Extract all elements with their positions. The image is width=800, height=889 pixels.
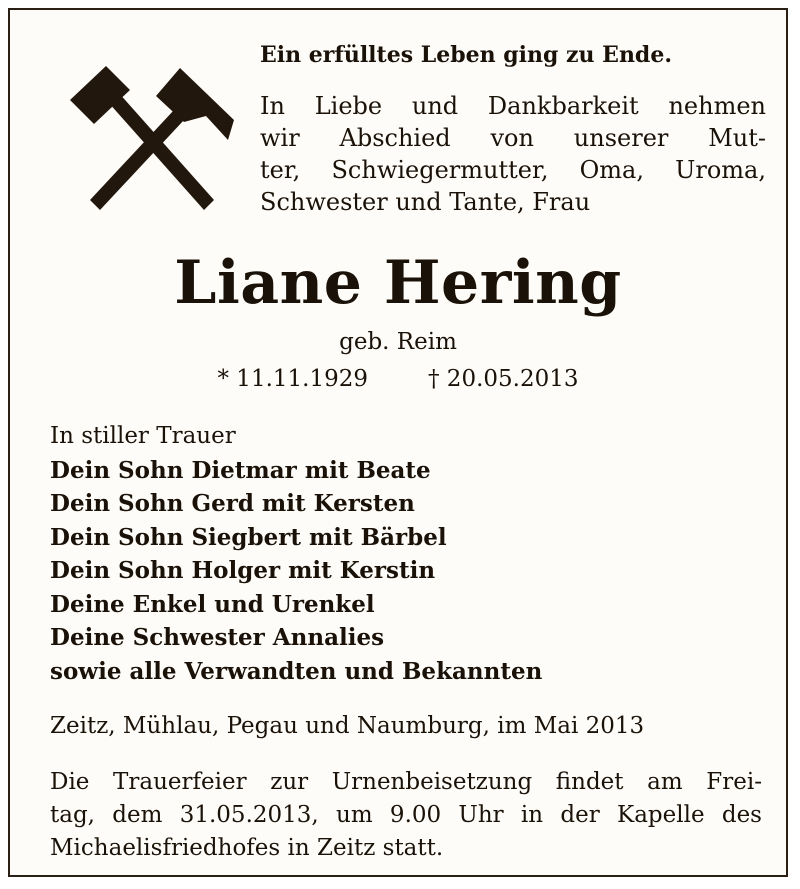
mourner-line: Dein Sohn Gerd mit Kersten	[50, 490, 415, 517]
ceremony-info	[50, 766, 762, 865]
mourning-lead: In stiller Trauer	[50, 423, 236, 449]
mourner-line: sowie alle Verwandten und Bekannten	[50, 657, 543, 685]
intro-block	[260, 40, 766, 218]
mourners-list	[50, 420, 750, 688]
mourner-line: Deine Enkel und Urenkel	[50, 590, 375, 618]
mourner-line: Dein Sohn Dietmar mit Beate	[50, 456, 431, 484]
mourner-line: Deine Schwester Annalies	[50, 624, 385, 651]
death-date: † 20.05.2013	[428, 366, 579, 392]
ceremony-line: tag, dem 31.05.2013, um 9.00 Uhr in der Kapelle des	[50, 802, 762, 828]
intro-text	[260, 90, 766, 218]
hammer-and-pick-icon	[56, 58, 246, 218]
birth-date: * 11.11.1929	[217, 366, 368, 392]
intro-line: ter, Schwiegermutter, Oma, Uroma,	[260, 156, 766, 184]
intro-line: In Liebe und Dankbarkeit nehmen	[260, 92, 766, 120]
ceremony-line: Michaelisfriedhofes in Zeitz statt.	[50, 835, 444, 861]
place-and-date: Zeitz, Mühlau, Pegau und Naumburg, im Mai 2013	[50, 713, 645, 739]
life-dates	[10, 365, 786, 393]
mourner-line: Dein Sohn Siegbert mit Bärbel	[50, 523, 447, 551]
ceremony-line: Die Trauerfeier zur Urnenbeisetzung findet am Frei-	[50, 769, 762, 795]
intro-line: Schwester und Tante, Frau	[260, 188, 591, 216]
obituary-notice	[8, 8, 788, 877]
deceased-name: Liane Hering	[174, 248, 622, 318]
maiden-name: geb. Reim	[339, 329, 457, 355]
mourner-line: Dein Sohn Holger mit Kerstin	[50, 557, 436, 584]
headline: Ein erfülltes Leben ging zu Ende.	[260, 42, 672, 68]
intro-line: wir Abschied von unserer Mut-	[260, 124, 766, 152]
